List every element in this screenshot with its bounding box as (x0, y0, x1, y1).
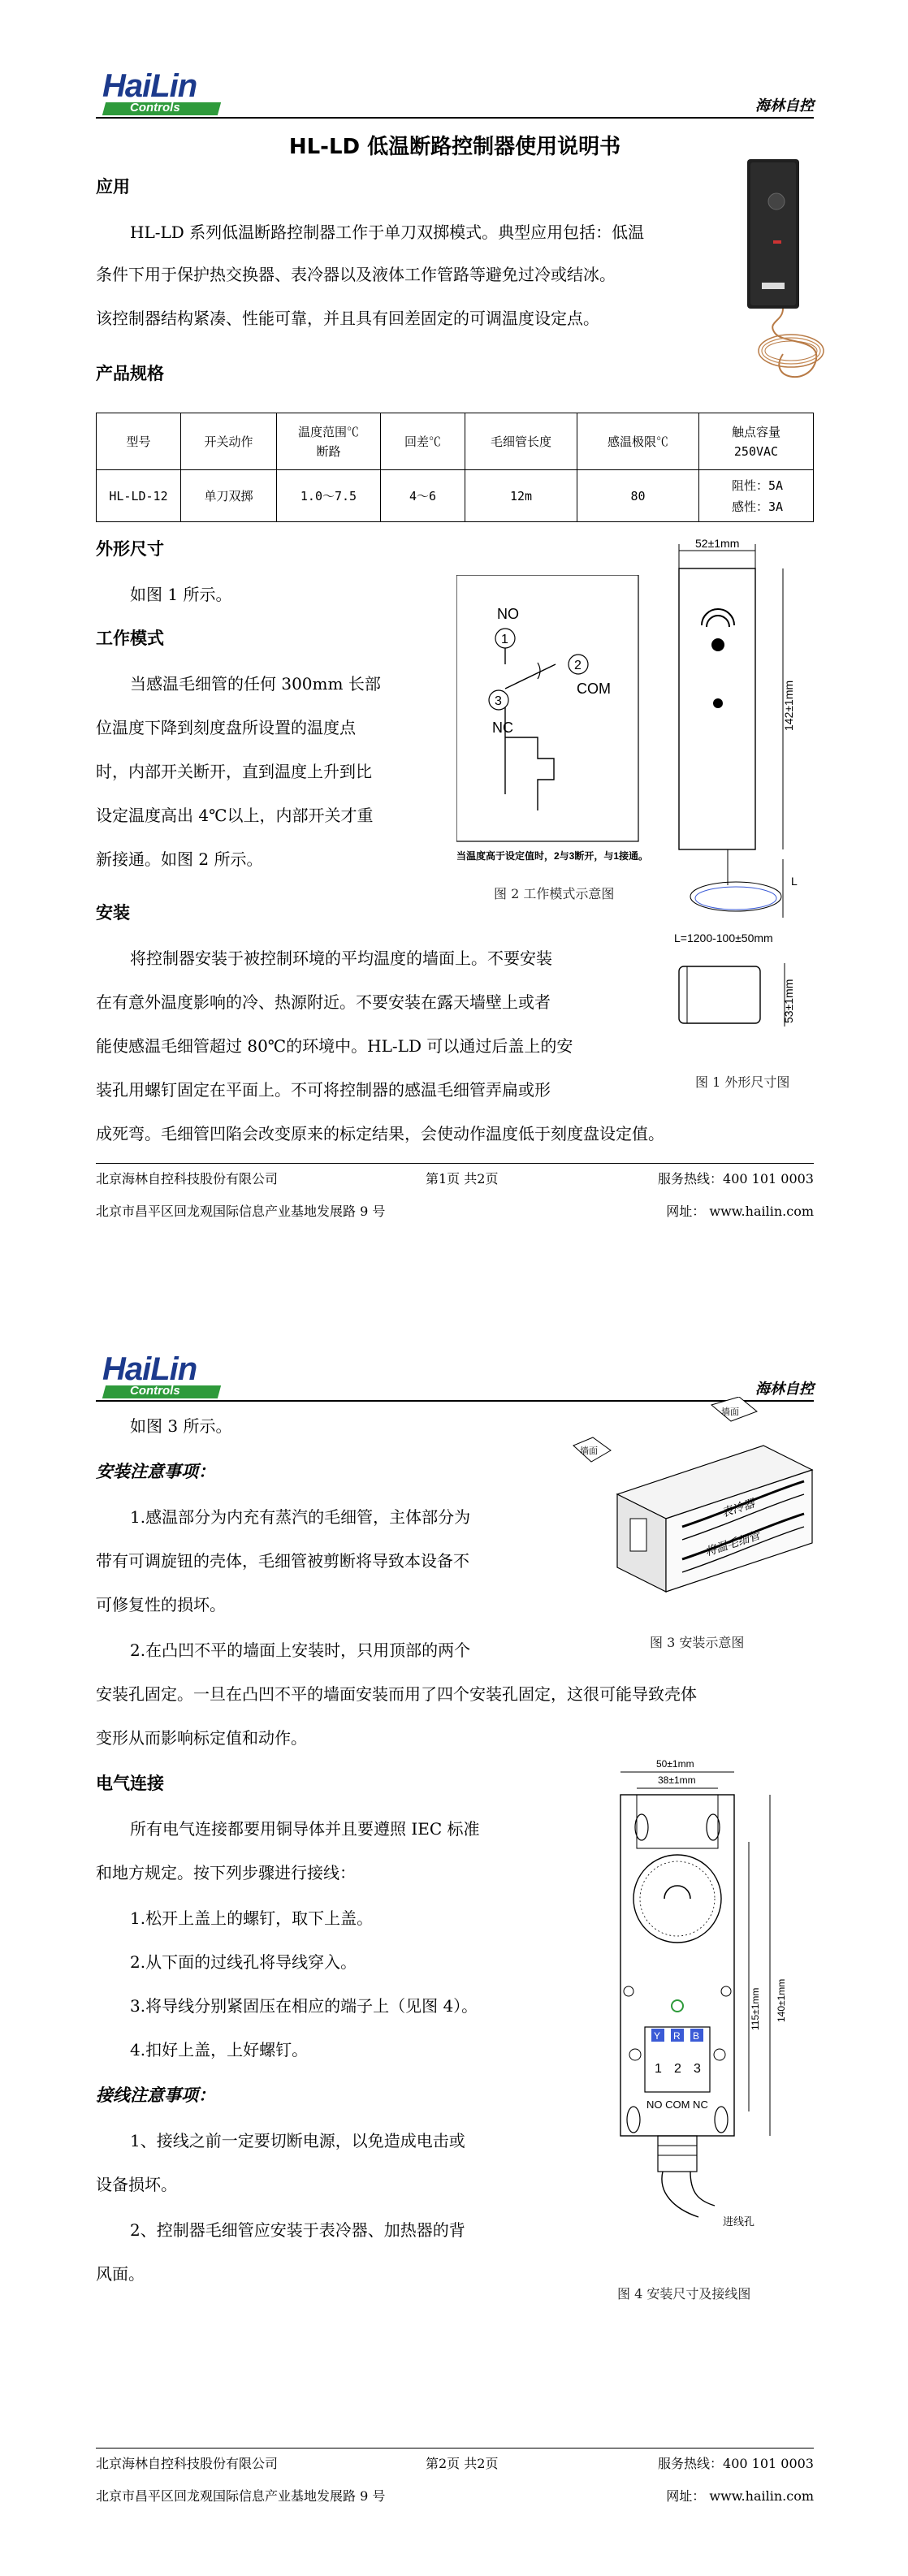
application-line-3: 该控制器结构紧凑、性能可靠，并且具有回差固定的可调温度设定点。 (96, 309, 599, 328)
spec-header-model: 型号 (97, 413, 181, 470)
spec-cell-differential: 4～6 (381, 470, 465, 522)
spec-table (96, 413, 814, 522)
fig4-terminal-color-r: R (673, 2030, 681, 2042)
figure-3-installation (569, 1397, 828, 1616)
fig3-label-wall-1: 墙面 (580, 1446, 598, 1456)
electrical-line-2: 和地方规定。按下列步骤进行接线： (96, 1863, 356, 1882)
figure-2-switch-diagram (456, 575, 658, 911)
fig4-dial (633, 1855, 721, 1943)
product-photo (734, 159, 832, 387)
fig3-label-cooler: 表冷器 (719, 1496, 756, 1519)
wiring-note-1-line-1: 1、接线之前一定要切断电源，以免造成电击或 (130, 2131, 465, 2150)
wiring-note-1-line-2: 设备损坏。 (96, 2175, 177, 2194)
fig4-housing (620, 1795, 734, 2136)
fig2-label-no: NO (497, 606, 519, 622)
fig2-label-com: COM (577, 681, 611, 697)
fig4-width-inner: 38±1mm (658, 1774, 696, 1786)
spec-header-switch: 开关动作 (181, 413, 277, 470)
spec-header-temp-range: 温度范围℃ 断路 (277, 413, 381, 470)
fig4-terminal-color-b: B (693, 2030, 700, 2042)
fig4-width-outer: 50±1mm (656, 1758, 694, 1770)
working-mode-line-4: 设定温度高出 4℃以上，内部开关才重 (96, 806, 374, 825)
electrical-step-2: 2.从下面的过线孔将导线穿入。 (130, 1952, 357, 1972)
electrical-line-1: 所有电气连接都要用铜导体并且要遵照 IEC 标准 (130, 1819, 480, 1839)
logo-sub-text: Controls (130, 1384, 180, 1398)
spec-cell-capacity-resistive: 阻性：5A (732, 478, 784, 493)
fig1-side-view (679, 966, 760, 1023)
logo-sub-text: Controls (130, 101, 180, 115)
section-wiring-notes-heading: 接线注意事项： (96, 2085, 215, 2105)
installation-continued: 如图 3 所示。 (130, 1416, 232, 1436)
spec-cell-limit: 80 (577, 470, 699, 522)
section-specs-heading: 产品规格 (96, 364, 164, 383)
fig2-frame (456, 575, 638, 841)
fig1-width-label: 52±1mm (695, 537, 740, 550)
page-1-footer (96, 1163, 814, 1228)
spec-header-capacity: 触点容量 250VAC (699, 413, 814, 470)
page-header (96, 68, 814, 119)
page-2 (0, 1332, 908, 2576)
fig3-label-capillary: 将温毛细管 (703, 1528, 762, 1558)
electrical-step-4: 4.扣好上盖，上好螺钉。 (130, 2040, 309, 2060)
spec-header-limit: 感温极限℃ (577, 413, 699, 470)
footer-website: 网址： www.hailin.com (666, 2488, 814, 2504)
fig3-label-wall-2: 墙面 (721, 1407, 739, 1417)
figure-4-wiring (593, 1754, 828, 2274)
fig4-terminal-num-3: 3 (694, 2062, 701, 2076)
spec-header-capillary: 毛细管长度 (465, 413, 577, 470)
fig1-capillary-label: L=1200-100±50mm (674, 931, 773, 944)
spec-cell-model: HL-LD-12 (97, 470, 181, 522)
company-short-name: 海林自控 (755, 97, 814, 115)
spec-cell-capacity-inductive: 感性：3A (732, 499, 784, 514)
fig2-terminal-3: 3 (495, 694, 502, 708)
fig4-cable-label: 进线孔 (723, 2215, 755, 2228)
footer-address: 北京市昌平区回龙观国际信息产业基地发展路 9 号 (96, 2488, 386, 2504)
fig4-height-outer: 140±1mm (776, 1978, 787, 2022)
footer-page-number: 第1页 共2页 (426, 1171, 499, 1186)
footer-page-number: 第2页 共2页 (426, 2456, 499, 2471)
fig4-terminal-labels: NO COM NC (646, 2098, 708, 2111)
section-installation-heading: 安装 (96, 903, 130, 923)
fig4-height-inner: 115±1mm (750, 1987, 761, 2030)
spec-cell-capillary: 12m (465, 470, 577, 522)
footer-company: 北京海林自控科技股份有限公司 (96, 2456, 279, 2471)
logo-main-text: HaiLin (102, 68, 197, 104)
installation-line-5: 成死弯。毛细管凹陷会改变原来的标定结果，会使动作温度低于刻度盘设定值。 (96, 1124, 664, 1143)
company-short-name: 海林自控 (755, 1381, 814, 1398)
footer-hotline: 服务热线：400 101 0003 (658, 2456, 814, 2471)
installation-line-2: 在有意外温度影响的冷、热源附近。不要安装在露天墙壁上或者 (96, 992, 551, 1012)
install-note-1-line-3: 可修复性的损坏。 (96, 1595, 226, 1614)
install-note-1-line-1: 1.感温部分为内充有蒸汽的毛细管，主体部分为 (130, 1507, 471, 1527)
spec-cell-capacity (699, 470, 814, 522)
fig1-height-label: 142±1mm (782, 680, 795, 731)
hailin-logo (102, 68, 224, 114)
installation-line-4: 装孔用螺钉固定在平面上。不可将控制器的感温毛细管弄扁或形 (96, 1080, 551, 1100)
document-title: HL-LD 低温断路控制器使用说明书 (288, 135, 621, 159)
logo-main-text: HaiLin (102, 1351, 197, 1387)
install-note-2-line-2: 安装孔固定。一旦在凸凹不平的墙面安装而用了四个安装孔固定，这很可能导致壳体 (96, 1684, 697, 1704)
dimensions-text: 如图 1 所示。 (130, 585, 232, 604)
fig2-caption: 图 2 工作模式示意图 (494, 886, 615, 901)
fig2-terminal-1: 1 (501, 633, 508, 646)
fig4-cable-gland (658, 2136, 697, 2172)
fig2-terminal-2: 2 (574, 659, 582, 672)
fig3-caption: 图 3 安装示意图 (650, 1635, 745, 1650)
install-note-1-line-2: 带有可调旋钮的壳体，毛细管被剪断将导致本设备不 (96, 1551, 469, 1571)
install-note-2-line-1: 2.在凸凹不平的墙面上安装时，只用顶部的两个 (130, 1640, 471, 1660)
wiring-note-2-line-2: 风面。 (96, 2264, 145, 2284)
hailin-logo (102, 1351, 224, 1397)
working-mode-line-1: 当感温毛细管的任何 300mm 长部 (130, 674, 381, 694)
footer-address: 北京市昌平区回龙观国际信息产业基地发展路 9 号 (96, 1204, 386, 1219)
section-application-heading: 应用 (96, 177, 130, 197)
footer-website: 网址： www.hailin.com (666, 1204, 814, 1219)
section-electrical-heading: 电气连接 (96, 1774, 164, 1793)
page-header (96, 1351, 814, 1402)
section-working-mode-heading: 工作模式 (96, 629, 164, 648)
fig1-depth-label: 53±1mm (782, 979, 795, 1023)
spec-cell-switch: 单刀双掷 (181, 470, 277, 522)
fig4-terminal-color-y: Y (654, 2030, 661, 2042)
electrical-step-3: 3.将导线分别紧固压在相应的端子上（见图 4）。 (130, 1996, 478, 2016)
figure-1-dimensions (671, 536, 825, 1064)
fig4-terminal-num-2: 2 (674, 2062, 681, 2076)
spec-cell-temp-range: 1.0～7.5 (277, 470, 381, 522)
fig1-caption: 图 1 外形尺寸图 (695, 1074, 790, 1090)
footer-hotline: 服务热线：400 101 0003 (658, 1171, 814, 1186)
spec-header-row (97, 413, 814, 470)
section-install-notes-heading: 安装注意事项： (96, 1462, 215, 1481)
fig2-note: 当温度高于设定值时，2与3断开，与1接通。 (456, 850, 649, 862)
page-1 (0, 0, 908, 1267)
fig1-front-body (679, 568, 755, 849)
installation-line-1: 将控制器安装于被控制环境的平均温度的墙面上。不要安装 (130, 949, 552, 968)
section-dimensions-heading: 外形尺寸 (96, 539, 164, 559)
application-line-1: HL-LD 系列低温断路控制器工作于单刀双掷模式。典型应用包括：低温 (130, 223, 645, 242)
wiring-note-2-line-1: 2、控制器毛细管应安装于表冷器、加热器的背 (130, 2220, 465, 2240)
working-mode-line-2: 位温度下降到刻度盘所设置的温度点 (96, 718, 356, 737)
installation-line-3: 能使感温毛细管超过 80℃的环境中。HL-LD 可以通过后盖上的安 (96, 1036, 573, 1056)
working-mode-line-5: 新接通。如图 2 所示。 (96, 849, 263, 869)
spec-data-row (97, 470, 814, 522)
application-line-2: 条件下用于保护热交换器、表冷器以及液体工作管路等避免过冷或结冰。 (96, 265, 616, 284)
fig2-label-nc: NC (492, 720, 513, 736)
fig4-terminal-num-1: 1 (655, 2062, 662, 2076)
page-2-footer (96, 2448, 814, 2513)
electrical-step-1: 1.松开上盖上的螺钉，取下上盖。 (130, 1908, 374, 1928)
spec-header-differential: 回差℃ (381, 413, 465, 470)
fig4-caption: 图 4 安装尺寸及接线图 (617, 2286, 751, 2302)
footer-company: 北京海林自控科技股份有限公司 (96, 1171, 279, 1186)
install-note-2-line-3: 变形从而影响标定值和动作。 (96, 1728, 307, 1748)
fig1-length-label: L (791, 875, 798, 888)
working-mode-line-3: 时，内部开关断开，直到温度上升到比 (96, 762, 372, 781)
